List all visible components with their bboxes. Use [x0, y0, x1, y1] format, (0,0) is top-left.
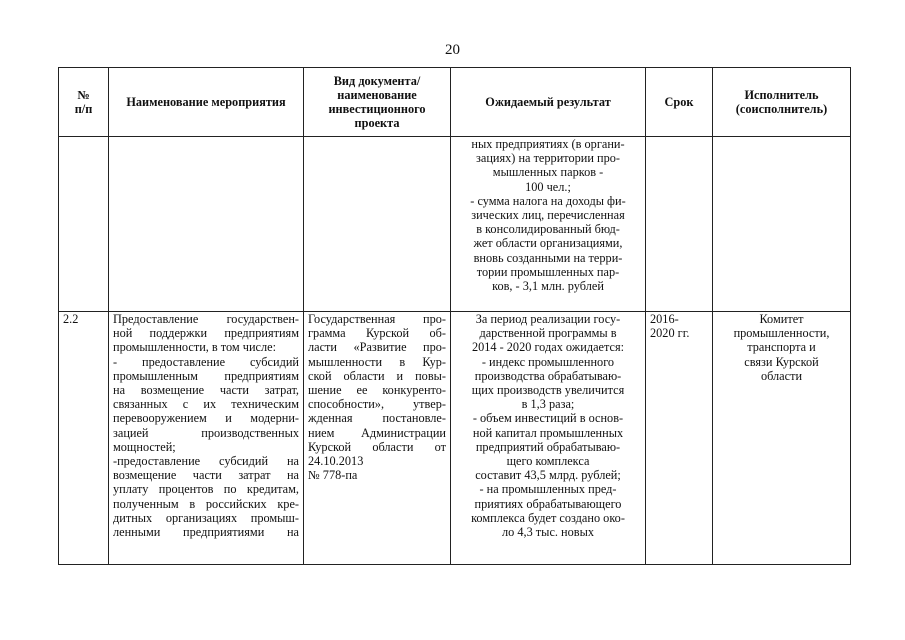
- document-line: мышленности в Кур-: [308, 354, 446, 369]
- table-row-2-2: [59, 312, 851, 565]
- result-line: составит 43,5 млрд. рублей;: [475, 468, 621, 483]
- result-line: приятиях обрабатывающего: [474, 496, 622, 511]
- cell-term: [646, 312, 713, 565]
- document-line: Государственная про-: [308, 312, 446, 326]
- name-line: промышленности, в том числе:: [113, 340, 277, 355]
- cell-executor: [713, 312, 851, 565]
- header-number: [59, 68, 109, 137]
- result-line: ной капитал промышленных: [472, 425, 624, 440]
- executor-line: области: [760, 368, 803, 383]
- header-line: (соисполнитель): [735, 102, 828, 116]
- result-line: комплекса будет создано око-: [471, 510, 625, 525]
- term-line: 2020 гг.: [650, 326, 690, 341]
- term-line: 2016-: [650, 312, 679, 326]
- name-line: ленными предприятиями на: [113, 525, 299, 540]
- name-line: на возмещение части затрат,: [113, 383, 299, 398]
- document-line: Курской области от: [308, 439, 446, 454]
- header-document: [304, 68, 451, 137]
- cell-name: [109, 312, 304, 565]
- header-line: п/п: [74, 102, 93, 116]
- result-line: производства обрабатываю-: [474, 368, 622, 383]
- table-header-row: [59, 68, 851, 137]
- result-line: тории промышленных пар-: [476, 264, 620, 279]
- document-line: шение ее конкуренто-: [308, 383, 446, 398]
- name-line: - предоставление субсидий: [113, 354, 299, 369]
- document-line: жденная постановле-: [308, 411, 446, 426]
- result-line: ков, - 3,1 млн. рублей: [492, 279, 604, 294]
- result-line: вновь созданными на терри-: [473, 250, 623, 265]
- header-line: №: [77, 88, 90, 102]
- name-line: связанных с их техническим: [113, 397, 299, 412]
- cell-number: [59, 137, 109, 312]
- result-line: ло 4,3 тыс. новых: [502, 525, 594, 540]
- executor-line: Комитет: [759, 312, 804, 326]
- header-line: Исполнитель: [744, 88, 819, 102]
- result-line: - индекс промышленного: [481, 354, 615, 369]
- name-line: уплату процентов по кредитам,: [113, 482, 299, 497]
- header-line: инвестиционного: [328, 102, 426, 116]
- result-line: предприятий обрабатываю-: [475, 439, 621, 454]
- document-line: 24.10.2013: [308, 454, 364, 469]
- page-number: 20: [445, 42, 460, 58]
- executor-line: связи Курской: [744, 354, 819, 369]
- document-line: способности», утвер-: [308, 397, 446, 412]
- name-line: перевооружением и модерни-: [113, 411, 299, 426]
- result-line: - объем инвестиций в основ-: [472, 411, 624, 426]
- result-line: мышленных парков -: [492, 165, 604, 180]
- result-line: За период реализации госу-: [475, 312, 621, 326]
- measures-table: [58, 67, 851, 565]
- result-line: ных предприятиях (в органи-: [471, 137, 625, 151]
- cell-result: [451, 312, 646, 565]
- result-line: - на промышленных пред-: [479, 482, 617, 497]
- header-term: Срок: [646, 68, 713, 137]
- header-executor: [713, 68, 851, 137]
- result-line: зических лиц, перечисленная: [471, 208, 625, 223]
- result-line: щих производств увеличится: [471, 383, 625, 398]
- header-line: наименование: [337, 88, 417, 102]
- result-line: 2014 - 2020 годах ожидается:: [471, 340, 625, 355]
- header-line: проекта: [354, 116, 400, 130]
- document-line: ласти «Развитие про-: [308, 340, 446, 355]
- header-result: Ожидаемый результат: [451, 68, 646, 137]
- cell-result: [451, 137, 646, 312]
- result-line: в консолидированный бюд-: [476, 222, 620, 237]
- name-line: дитных организациях промыш-: [113, 510, 299, 525]
- result-line: зациях) на территории про-: [476, 151, 620, 166]
- cell-number: 2.2: [59, 312, 109, 565]
- result-line: жет области организациями,: [473, 236, 623, 251]
- name-line: зацией производственных: [113, 425, 299, 440]
- document-line: нием Администрации: [308, 425, 446, 440]
- header-name: Наименование мероприятия: [109, 68, 304, 137]
- name-line: промышленным предприятиям: [113, 368, 299, 383]
- executor-line: транспорта и: [747, 340, 816, 355]
- result-line: щего комплекса: [506, 454, 590, 469]
- document-line: № 778-па: [308, 468, 358, 483]
- document-line: ской области и повы-: [308, 368, 446, 383]
- name-line: -предоставление субсидий на: [113, 454, 299, 469]
- result-line: 100 чел.;: [525, 179, 571, 194]
- cell-document: [304, 312, 451, 565]
- header-line: Вид документа/: [333, 74, 421, 88]
- name-line: полученным в российских кре-: [113, 496, 299, 511]
- cell-executor: [713, 137, 851, 312]
- cell-term: [646, 137, 713, 312]
- executor-line: промышленности,: [733, 326, 830, 341]
- document-line: грамма Курской об-: [308, 326, 446, 341]
- result-line: - сумма налога на доходы фи-: [470, 193, 626, 208]
- result-line: дарственной программы в: [479, 326, 617, 341]
- cell-document: [304, 137, 451, 312]
- name-line: возмещение части затрат на: [113, 468, 299, 483]
- result-line: в 1,3 раза;: [521, 397, 575, 412]
- name-line: мощностей;: [113, 439, 176, 454]
- table-row-continuation: [59, 137, 851, 312]
- cell-name: [109, 137, 304, 312]
- name-line: ной поддержки предприятиям: [113, 326, 299, 341]
- name-line: Предоставление государствен-: [113, 312, 299, 326]
